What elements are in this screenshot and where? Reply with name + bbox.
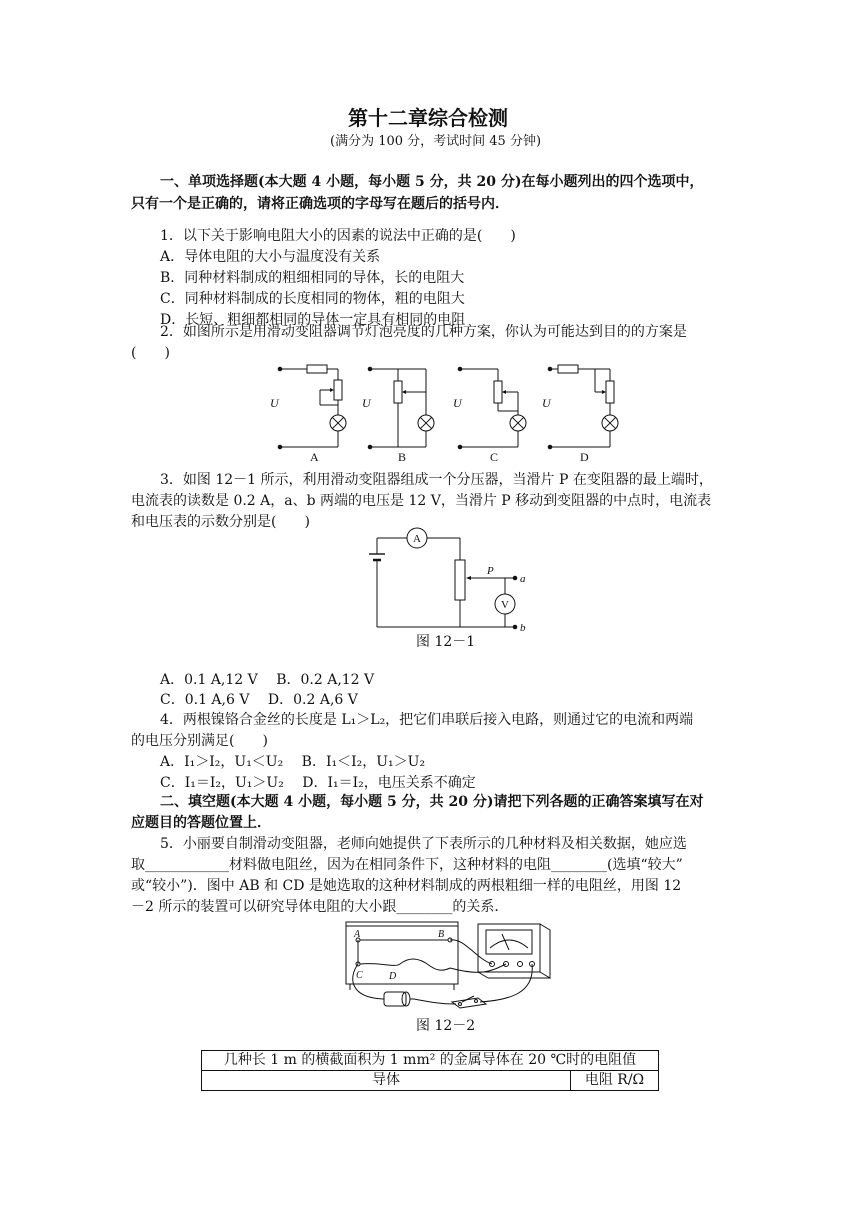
page-title: 第十二章综合检测 (348, 106, 508, 130)
q1-option-d: D．长短、粗细都相同的导体一定具有相同的电阻 (160, 312, 466, 328)
wire-label-a: A (354, 929, 361, 940)
circuit-b-u-label: U (362, 396, 371, 410)
q1-stem: 1．以下关于影响电阻大小的因素的说法中正确的是( ) (160, 228, 516, 244)
resistance-table (201, 1050, 659, 1091)
circuit-a-u-label: U (270, 396, 279, 410)
fig-12-1-circuit (365, 524, 535, 636)
q1-option-a: A．导体电阻的大小与温度没有关系 (160, 249, 381, 265)
section1-instruction-line2: 只有一个是正确的，请将正确选项的字母写在题后的括号内． (131, 196, 509, 212)
slider-p-label: P (487, 565, 494, 577)
q3-stem-line2: 电流表的读数是 0.2 A，a、b 两端的电压是 12 V，当滑片 P 移动到变阻器的中点时，电流表 (131, 493, 712, 509)
q4-options-ab: A．I₁＞I₂，U₁＜U₂ B．I₁＜I₂，U₁＞U₂ (160, 754, 426, 770)
circuit-d-u-label: U (542, 396, 551, 410)
q2-stem-line1: 2．如图所示是用滑动变阻器调节灯泡亮度的几种方案，你认为可能达到目的的方案是 (160, 324, 687, 340)
table-header-conductor: 导体 (202, 1071, 571, 1091)
table-caption-row (202, 1051, 659, 1071)
fig-12-1-caption: 图 12－1 (416, 634, 476, 650)
q2-circuit-figures (260, 355, 660, 463)
wire-label-d: D (389, 971, 397, 982)
circuit-d (548, 365, 618, 449)
circuit-c (458, 367, 526, 449)
q2-stem-line2: ( ) (131, 345, 170, 361)
circuit-b-label: B (398, 450, 407, 463)
circuit-b (368, 367, 434, 449)
circuit-a-label: A (310, 450, 319, 463)
circuit-a (278, 365, 346, 449)
q5-stem-line3: 或“较小”)．图中 AB 和 CD 是她选取的这种材料制成的两根粗细一样的电阻丝，用图 12 (131, 878, 682, 894)
q1-option-c: C．同种材料制成的长度相同的物体，粗的电阻大 (160, 291, 465, 307)
fig-12-2-apparatus (340, 918, 570, 1016)
q4-stem-line2: 的电压分别满足( ) (131, 733, 268, 749)
terminal-a-label: a (520, 573, 526, 585)
table-caption: 几种长 1 m 的横截面积为 1 mm² 的金属导体在 20 ℃时的电阻值 (202, 1051, 659, 1071)
q3-stem-line1: 3．如图 12－1 所示，利用滑动变阻器组成一个分压器，当滑片 P 在变阻器的最上端时， (160, 472, 713, 488)
terminal-b-label: b (520, 622, 526, 634)
section2-instruction-line1: 二、填空题(本大题 4 小题，每小题 5 分，共 20 分)请把下列各题的正确答案填写在对 (160, 794, 704, 810)
wire-label-b: B (438, 929, 445, 940)
table-header-row (202, 1071, 659, 1091)
fig-12-2-caption: 图 12－2 (416, 1018, 476, 1034)
q5-stem-line2: 取____________材料做电阻丝，因为在相同条件下，这种材料的电阻________(选填“较大” (131, 857, 683, 873)
wire-label-c: C (356, 970, 363, 981)
q1-option-b: B．同种材料制成的粗细相同的导体，长的电阻大 (160, 270, 465, 286)
q4-stem-line1: 4．两根镍铬合金丝的长度是 L₁＞L₂，把它们串联后接入电路，则通过它的电流和两端 (160, 712, 694, 728)
exam-subtitle: (满分为 100 分，考试时间 45 分钟) (330, 134, 542, 149)
q5-stem-line4: －2 所示的装置可以研究导体电阻的大小跟________的关系． (131, 899, 509, 915)
q4-options-cd: C．I₁＝I₂，U₁＞U₂ D．I₁＝I₂，电压关系不确定 (160, 775, 476, 791)
voltmeter-label: V (501, 599, 509, 611)
q3-stem-line3: 和电压表的示数分别是( ) (131, 514, 310, 530)
table-header-resistance: 电阻 R/Ω (571, 1071, 659, 1091)
q5-stem-line1: 5．小丽要自制滑动变阻器，老师向她提供了下表所示的几种材料及相关数据，她应选 (160, 836, 687, 852)
section1-instruction-line1: 一、单项选择题(本大题 4 小题，每小题 5 分，共 20 分)在每小题列出的四个选项中， (160, 174, 704, 190)
ammeter-label: A (413, 533, 421, 545)
section2-instruction-line2: 应题目的答题位置上． (131, 815, 271, 831)
q3-options-cd: C．0.1 A,6 V D．0.2 A,6 V (160, 692, 358, 708)
circuit-d-label: D (580, 450, 589, 463)
circuit-c-u-label: U (453, 396, 462, 410)
q3-options-ab: A．0.1 A,12 V B．0.2 A,12 V (160, 672, 375, 688)
circuit-c-label: C (490, 450, 499, 463)
